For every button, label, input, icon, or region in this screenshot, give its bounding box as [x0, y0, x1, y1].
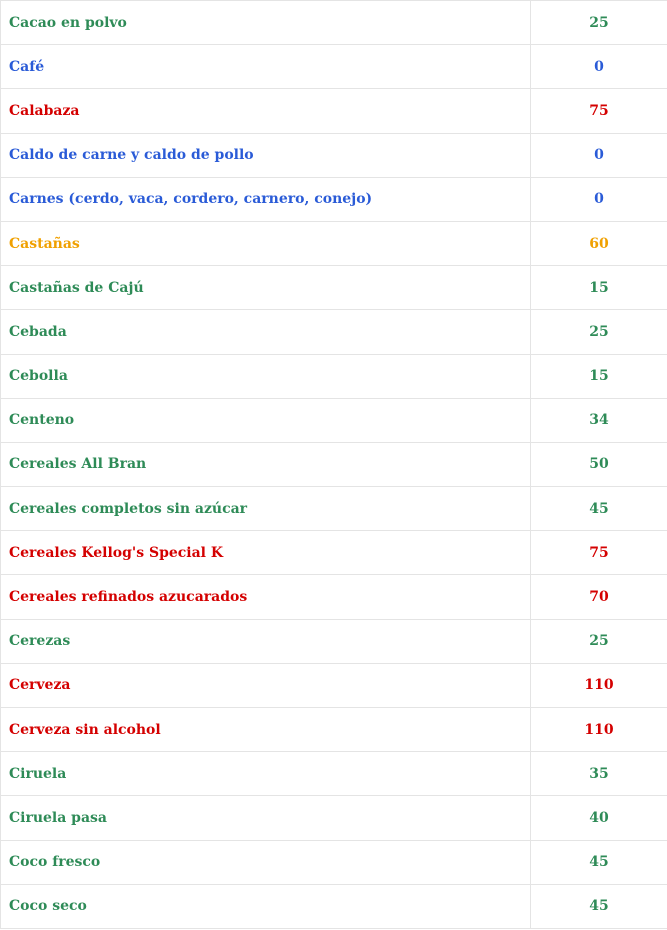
glycemic-index-cell: 40	[531, 796, 667, 840]
table-row	[1, 45, 667, 89]
food-name-cell: Cerveza	[1, 663, 531, 707]
food-name-cell: Cereales refinados azucarados	[1, 575, 531, 619]
table-row	[1, 398, 667, 442]
glycemic-index-cell: 50	[531, 442, 667, 486]
table-row	[1, 310, 667, 354]
table-row	[1, 133, 667, 177]
table-row	[1, 487, 667, 531]
glycemic-index-cell: 45	[531, 840, 667, 884]
glycemic-index-cell: 110	[531, 708, 667, 752]
glycemic-index-cell: 15	[531, 354, 667, 398]
glycemic-index-cell: 0	[531, 133, 667, 177]
table-row	[1, 221, 667, 265]
glycemic-index-cell: 75	[531, 89, 667, 133]
table-row	[1, 708, 667, 752]
food-name-cell: Coco fresco	[1, 840, 531, 884]
food-name-cell: Cereales completos sin azúcar	[1, 487, 531, 531]
glycemic-index-cell: 110	[531, 663, 667, 707]
table-body	[1, 1, 667, 929]
table-row	[1, 531, 667, 575]
glycemic-index-cell: 15	[531, 266, 667, 310]
food-name-cell: Centeno	[1, 398, 531, 442]
food-name-cell: Coco seco	[1, 884, 531, 928]
table-row	[1, 1, 667, 45]
glycemic-index-cell: 0	[531, 177, 667, 221]
food-name-cell: Caldo de carne y caldo de pollo	[1, 133, 531, 177]
food-name-cell: Cerveza sin alcohol	[1, 708, 531, 752]
table-row	[1, 796, 667, 840]
glycemic-index-cell: 35	[531, 752, 667, 796]
table-row	[1, 663, 667, 707]
glycemic-index-cell: 25	[531, 1, 667, 45]
table-row	[1, 442, 667, 486]
glycemic-index-cell: 25	[531, 310, 667, 354]
food-name-cell: Ciruela	[1, 752, 531, 796]
food-name-cell: Castañas de Cajú	[1, 266, 531, 310]
table-row	[1, 619, 667, 663]
glycemic-index-cell: 70	[531, 575, 667, 619]
food-name-cell: Cebada	[1, 310, 531, 354]
glycemic-index-cell: 25	[531, 619, 667, 663]
glycemic-index-cell: 60	[531, 221, 667, 265]
table-row	[1, 89, 667, 133]
food-name-cell: Cerezas	[1, 619, 531, 663]
food-name-cell: Cebolla	[1, 354, 531, 398]
food-name-cell: Cereales All Bran	[1, 442, 531, 486]
table-row	[1, 354, 667, 398]
food-name-cell: Cacao en polvo	[1, 1, 531, 45]
food-name-cell: Carnes (cerdo, vaca, cordero, carnero, conejo)	[1, 177, 531, 221]
table-row	[1, 884, 667, 928]
table-row	[1, 266, 667, 310]
food-name-cell: Castañas	[1, 221, 531, 265]
glycemic-index-cell: 34	[531, 398, 667, 442]
glycemic-index-cell: 0	[531, 45, 667, 89]
table-row	[1, 840, 667, 884]
glycemic-index-cell: 75	[531, 531, 667, 575]
table-row	[1, 752, 667, 796]
glycemic-index-cell: 45	[531, 884, 667, 928]
glycemic-index-cell: 45	[531, 487, 667, 531]
food-name-cell: Ciruela pasa	[1, 796, 531, 840]
table-row	[1, 177, 667, 221]
food-name-cell: Café	[1, 45, 531, 89]
table-row	[1, 575, 667, 619]
food-name-cell: Cereales Kellog's Special K	[1, 531, 531, 575]
food-name-cell: Calabaza	[1, 89, 531, 133]
